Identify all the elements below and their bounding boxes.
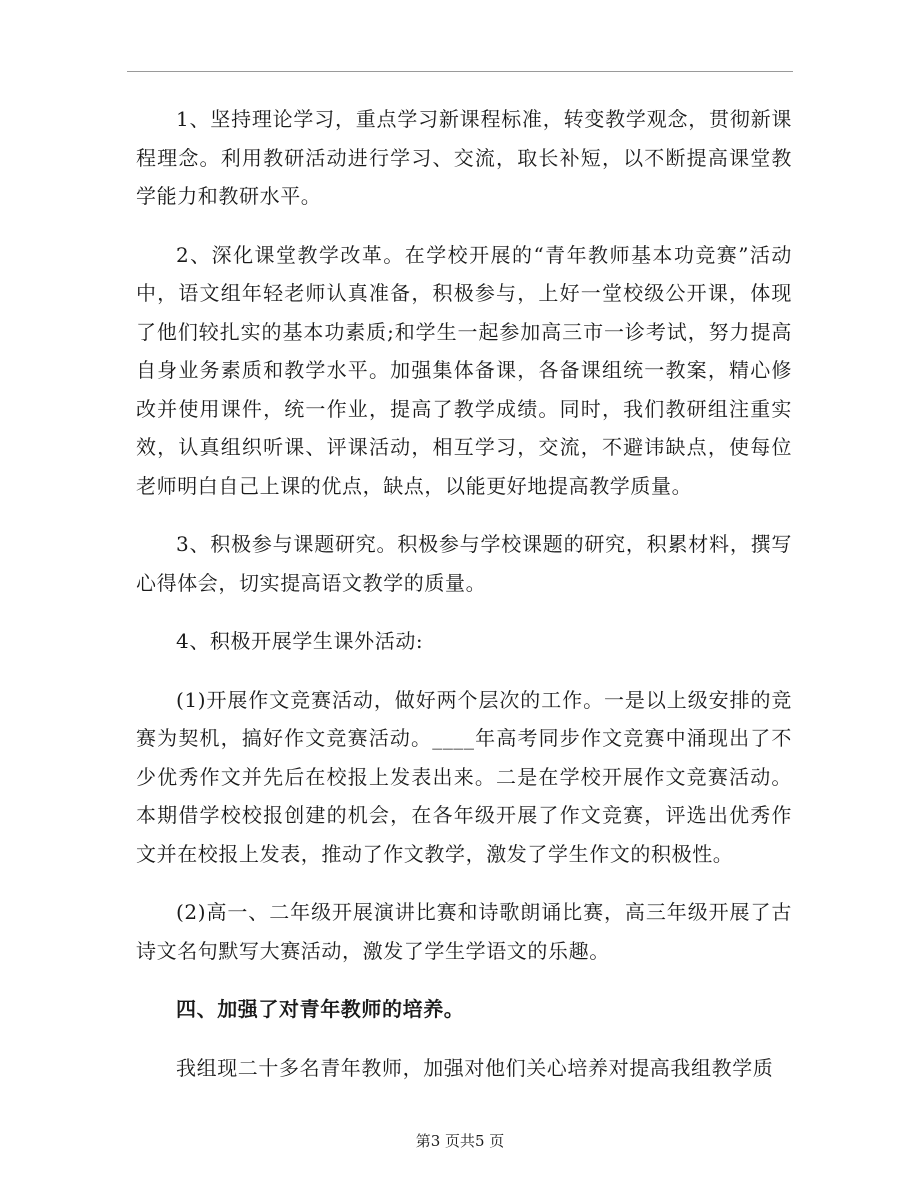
paragraph-classroom-reform: 2、深化课堂教学改革。在学校开展的“青年教师基本功竞赛”活动中，语文组年轻老师认真准备，积极参与，上好一堂校级公开课，体现了他们较扎实的基本功素质;和学生一起参加高三市一诊考试，努力提高自身业务素质和教学水平。加强集体备课，各备课组统一教案，精心修改并使用课件，统一作业，提高了教学成绩。同时，我们教研组注重实效，认真组织听课、评课活动，相互学习，交流，不避讳缺点，使每位老师明白自己上课的优点，缺点，以能更好地提高教学质量。 bbox=[136, 242, 792, 498]
page-number: 第3 页共5 页 bbox=[415, 1132, 505, 1150]
paragraph-activities-title: 4、积极开展学生课外活动: bbox=[176, 629, 424, 653]
document-body bbox=[136, 100, 792, 1087]
paragraph-young-teachers: 我组现二十多名青年教师，加强对他们关心培养对提高我组教学质 bbox=[176, 1055, 774, 1080]
paragraph-theory-study: 1、坚持理论学习，重点学习新课程标准，转变教学观念，贯彻新课程理念。利用教研活动进行学习、交流，取长补短，以不断提高课堂教学能力和教研水平。 bbox=[136, 107, 792, 208]
paragraph-speech-contest: (2)高一、二年级开展演讲比赛和诗歌朗诵比赛，高三年级开展了古诗文名句默写大赛活动，激发了学生学语文的乐趣。 bbox=[136, 900, 792, 963]
header-rule bbox=[127, 71, 793, 72]
section-heading-young-teachers: 四、加强了对青年教师的培养。 bbox=[176, 997, 465, 1021]
paragraph-research: 3、积极参与课题研究。积极参与学校课题的研究，积累材料，撰写心得体会，切实提高语文教学的质量。 bbox=[136, 532, 792, 595]
paragraph-essay-contest: (1)开展作文竞赛活动，做好两个层次的工作。一是以上级安排的竞赛为契机，搞好作文竞赛活动。____年高考同步作文竞赛中涌现出了不少优秀作文并先后在校报上发表出来。二是在学校开展作文竞赛活动。本期借学校校报创建的机会，在各年级开展了作文竞赛，评选出优秀作文并在校报上发表，推动了作文教学，激发了学生作文的积极性。 bbox=[136, 687, 792, 866]
